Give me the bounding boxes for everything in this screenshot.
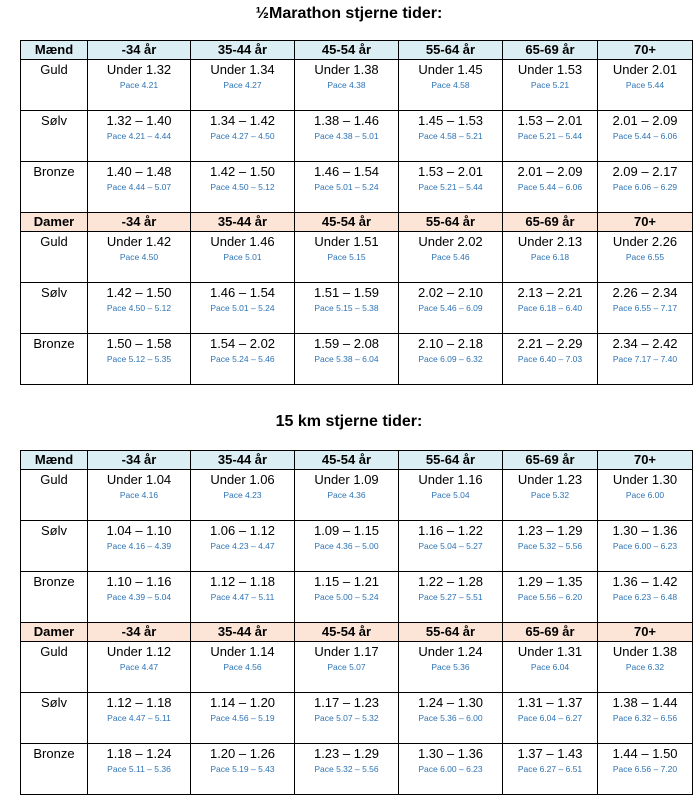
time-value: Under 1.14 xyxy=(210,644,275,659)
pace-value: Pace 5.01 – 5.24 xyxy=(210,303,275,313)
time-cell xyxy=(503,111,598,162)
time-value: Under 1.30 xyxy=(612,472,678,487)
age-group-header: 55-64 år xyxy=(399,623,503,642)
age-group-header: 55-64 år xyxy=(399,213,503,232)
time-cell xyxy=(88,693,191,744)
time-value: 1.42 – 1.50 xyxy=(209,164,276,179)
medal-label: Guld xyxy=(21,470,88,521)
time-cell xyxy=(503,642,598,693)
pace-value: Pace 5.15 – 5.38 xyxy=(314,303,379,313)
time-cell xyxy=(399,232,503,283)
medal-label: Sølv xyxy=(21,521,88,572)
pace-value: Pace 5.27 – 5.51 xyxy=(418,592,483,602)
age-group-header: -34 år xyxy=(88,213,191,232)
time-cell xyxy=(191,572,295,623)
table-row xyxy=(21,162,693,213)
time-cell xyxy=(191,111,295,162)
time-cell xyxy=(598,470,693,521)
age-group-header: -34 år xyxy=(88,41,191,60)
time-value: 1.31 – 1.37 xyxy=(517,695,583,710)
time-cell xyxy=(88,60,191,111)
table-row xyxy=(21,744,693,795)
pace-value: Pace 4.47 – 5.11 xyxy=(107,713,171,723)
medal-label: Sølv xyxy=(21,693,88,744)
fifteen-km-title: 15 km stjerne tider: xyxy=(275,413,423,430)
age-group-header: 45-54 år xyxy=(295,213,399,232)
time-value: 1.38 – 1.44 xyxy=(612,695,678,710)
age-group-header: 55-64 år xyxy=(399,41,503,60)
time-cell xyxy=(88,572,191,623)
pace-value: Pace 4.27 – 4.50 xyxy=(210,131,275,141)
pace-value: Pace 5.15 xyxy=(327,252,366,262)
time-value: 1.53 – 2.01 xyxy=(517,113,583,128)
time-value: 1.04 – 1.10 xyxy=(106,523,172,538)
time-cell xyxy=(399,283,503,334)
time-value: 1.22 – 1.28 xyxy=(417,574,484,589)
pace-value: Pace 5.24 – 5.46 xyxy=(210,354,275,364)
pace-value: Pace 6.06 – 6.29 xyxy=(612,182,678,192)
time-value: Under 1.32 xyxy=(106,62,172,77)
table-row xyxy=(21,693,693,744)
time-cell xyxy=(598,162,693,213)
pace-value: Pace 4.38 xyxy=(327,80,366,90)
pace-value: Pace 6.32 xyxy=(625,662,665,672)
time-value: 1.30 – 1.36 xyxy=(417,746,484,761)
time-cell xyxy=(88,283,191,334)
pace-value: Pace 5.11 – 5.36 xyxy=(107,764,171,774)
time-cell xyxy=(399,111,503,162)
pace-value: Pace 5.07 – 5.32 xyxy=(314,713,379,723)
time-cell xyxy=(598,111,693,162)
age-group-header: 65-69 år xyxy=(503,451,598,470)
time-cell xyxy=(399,693,503,744)
time-cell xyxy=(191,744,295,795)
medal-label: Bronze xyxy=(21,572,88,623)
pace-value: Pace 5.21 – 5.44 xyxy=(517,131,583,141)
age-group-header: 65-69 år xyxy=(503,623,598,642)
time-value: 1.40 – 1.48 xyxy=(106,164,172,179)
time-value: Under 1.09 xyxy=(314,472,379,487)
age-group-header: 70+ xyxy=(598,623,693,642)
time-cell xyxy=(191,642,295,693)
time-value: 1.51 – 1.59 xyxy=(313,285,380,300)
time-cell xyxy=(399,162,503,213)
medal-label: Bronze xyxy=(21,334,88,385)
time-value: Under 1.12 xyxy=(106,644,172,659)
time-cell xyxy=(88,470,191,521)
time-value: Under 1.38 xyxy=(314,62,379,77)
time-value: 2.01 – 2.09 xyxy=(517,164,583,179)
time-cell xyxy=(399,334,503,385)
time-cell xyxy=(399,521,503,572)
medal-label: Bronze xyxy=(21,744,88,795)
time-value: Under 1.38 xyxy=(612,644,678,659)
time-cell xyxy=(598,693,693,744)
women-group-label: Damer xyxy=(21,623,88,642)
time-cell xyxy=(88,111,191,162)
men-header-row xyxy=(21,451,693,470)
time-cell xyxy=(295,521,399,572)
table-row xyxy=(21,283,693,334)
medal-label: Guld xyxy=(21,232,88,283)
women-header-row xyxy=(21,213,693,232)
table-row xyxy=(21,470,693,521)
time-value: Under 1.24 xyxy=(418,644,483,659)
pace-value: Pace 4.47 – 5.11 xyxy=(210,592,275,602)
time-cell xyxy=(191,693,295,744)
time-cell xyxy=(503,521,598,572)
time-value: 2.34 – 2.42 xyxy=(612,336,678,351)
table-row xyxy=(21,521,693,572)
time-value: Under 1.46 xyxy=(210,234,275,249)
time-value: 1.10 – 1.16 xyxy=(106,574,172,589)
age-group-header: 55-64 år xyxy=(399,451,503,470)
men-group-label: Mænd xyxy=(21,451,88,470)
pace-value: Pace 6.18 – 6.40 xyxy=(517,303,583,313)
pace-value: Pace 5.56 – 6.20 xyxy=(517,592,583,602)
pace-value: Pace 6.55 xyxy=(625,252,665,262)
pace-value: Pace 5.21 – 5.44 xyxy=(418,182,483,192)
pace-value: Pace 6.27 – 6.51 xyxy=(517,764,583,774)
women-group-label: Damer xyxy=(21,213,88,232)
pace-value: Pace 6.00 xyxy=(625,490,665,500)
time-cell xyxy=(503,232,598,283)
time-value: 2.13 – 2.21 xyxy=(517,285,583,300)
time-value: 1.17 – 1.23 xyxy=(313,695,380,710)
time-cell xyxy=(503,572,598,623)
pace-value: Pace 5.46 xyxy=(431,252,470,262)
pace-value: Pace 4.44 – 5.07 xyxy=(106,182,172,192)
pace-value: Pace 6.04 xyxy=(530,662,570,672)
age-group-header: 70+ xyxy=(598,41,693,60)
time-cell xyxy=(399,470,503,521)
pace-value: Pace 4.21 – 4.44 xyxy=(106,131,172,141)
pace-value: Pace 4.36 xyxy=(327,490,366,500)
pace-value: Pace 5.44 – 6.06 xyxy=(517,182,583,192)
pace-value: Pace 4.23 xyxy=(223,490,262,500)
half-marathon-table xyxy=(20,40,693,385)
women-header-row xyxy=(21,623,693,642)
time-cell xyxy=(598,642,693,693)
time-value: 2.10 – 2.18 xyxy=(417,336,484,351)
time-cell xyxy=(295,232,399,283)
pace-value: Pace 5.46 – 6.09 xyxy=(418,303,483,313)
pace-value: Pace 4.16 xyxy=(119,490,159,500)
time-value: 1.46 – 1.54 xyxy=(209,285,276,300)
pace-value: Pace 6.00 – 6.23 xyxy=(612,541,678,551)
time-value: Under 2.02 xyxy=(418,234,483,249)
time-value: Under 1.16 xyxy=(418,472,483,487)
time-value: Under 1.53 xyxy=(517,62,583,77)
pace-value: Pace 5.00 – 5.24 xyxy=(314,592,379,602)
time-value: 1.50 – 1.58 xyxy=(106,336,172,351)
time-value: 1.16 – 1.22 xyxy=(417,523,484,538)
pace-value: Pace 5.44 – 6.06 xyxy=(612,131,678,141)
pace-value: Pace 4.56 xyxy=(223,662,262,672)
pace-value: Pace 5.04 xyxy=(431,490,470,500)
time-cell xyxy=(598,60,693,111)
time-cell xyxy=(399,744,503,795)
time-value: 1.18 – 1.24 xyxy=(106,746,172,761)
age-group-header: 35-44 år xyxy=(191,41,295,60)
time-value: 1.36 – 1.42 xyxy=(612,574,678,589)
time-cell xyxy=(295,283,399,334)
time-cell xyxy=(503,470,598,521)
time-cell xyxy=(503,162,598,213)
pace-value: Pace 5.19 – 5.43 xyxy=(210,764,275,774)
time-value: Under 1.06 xyxy=(210,472,275,487)
table-row xyxy=(21,572,693,623)
pace-value: Pace 5.04 – 5.27 xyxy=(418,541,483,551)
age-group-header: 65-69 år xyxy=(503,213,598,232)
age-group-header: 70+ xyxy=(598,213,693,232)
time-value: 1.12 – 1.18 xyxy=(209,574,276,589)
time-cell xyxy=(295,111,399,162)
pace-value: Pace 5.44 xyxy=(625,80,665,90)
table-row xyxy=(21,111,693,162)
time-cell xyxy=(503,283,598,334)
time-value: 1.32 – 1.40 xyxy=(106,113,172,128)
pace-value: Pace 5.36 xyxy=(431,662,470,672)
time-cell xyxy=(295,162,399,213)
age-group-header: 45-54 år xyxy=(295,41,399,60)
time-cell xyxy=(88,232,191,283)
pace-value: Pace 4.16 – 4.39 xyxy=(106,541,172,551)
pace-value: Pace 4.36 – 5.00 xyxy=(314,541,379,551)
time-value: 1.53 – 2.01 xyxy=(417,164,484,179)
time-cell xyxy=(295,470,399,521)
time-cell xyxy=(88,521,191,572)
pace-value: Pace 6.55 – 7.17 xyxy=(612,303,678,313)
time-cell xyxy=(295,693,399,744)
time-value: 2.09 – 2.17 xyxy=(612,164,678,179)
pace-value: Pace 6.18 xyxy=(530,252,570,262)
men-group-label: Mænd xyxy=(21,41,88,60)
time-value: Under 1.42 xyxy=(106,234,172,249)
time-value: 1.24 – 1.30 xyxy=(417,695,484,710)
men-header-row xyxy=(21,41,693,60)
pace-value: Pace 5.12 – 5.35 xyxy=(106,354,172,364)
pace-value: Pace 6.00 – 6.23 xyxy=(418,764,483,774)
time-value: 1.59 – 2.08 xyxy=(313,336,380,351)
time-cell xyxy=(191,232,295,283)
time-value: 1.29 – 1.35 xyxy=(517,574,583,589)
pace-value: Pace 4.27 xyxy=(223,80,262,90)
time-cell xyxy=(295,572,399,623)
table-row xyxy=(21,642,693,693)
time-cell xyxy=(503,744,598,795)
time-value: Under 2.01 xyxy=(612,62,678,77)
pace-value: Pace 4.56 – 5.19 xyxy=(210,713,275,723)
time-value: 1.38 – 1.46 xyxy=(313,113,380,128)
time-value: Under 1.17 xyxy=(314,644,379,659)
time-cell xyxy=(598,572,693,623)
time-cell xyxy=(88,334,191,385)
age-group-header: 45-54 år xyxy=(295,451,399,470)
medal-label: Guld xyxy=(21,60,88,111)
pace-value: Pace 4.58 – 5.21 xyxy=(418,131,483,141)
medal-label: Bronze xyxy=(21,162,88,213)
medal-label: Guld xyxy=(21,642,88,693)
time-cell xyxy=(399,642,503,693)
time-value: 1.14 – 1.20 xyxy=(209,695,276,710)
time-cell xyxy=(191,60,295,111)
pace-value: Pace 4.21 xyxy=(119,80,159,90)
pace-value: Pace 4.38 – 5.01 xyxy=(314,131,379,141)
pace-value: Pace 4.50 xyxy=(119,252,159,262)
time-value: 1.20 – 1.26 xyxy=(209,746,276,761)
time-cell xyxy=(598,334,693,385)
time-cell xyxy=(598,283,693,334)
age-group-header: 35-44 år xyxy=(191,623,295,642)
time-cell xyxy=(295,334,399,385)
time-value: 1.37 – 1.43 xyxy=(517,746,583,761)
time-cell xyxy=(503,693,598,744)
time-value: 1.44 – 1.50 xyxy=(612,746,678,761)
time-value: 1.45 – 1.53 xyxy=(417,113,484,128)
pace-value: Pace 6.23 – 6.48 xyxy=(612,592,678,602)
time-value: 1.30 – 1.36 xyxy=(612,523,678,538)
time-value: 1.06 – 1.12 xyxy=(209,523,276,538)
pace-value: Pace 4.23 – 4.47 xyxy=(210,541,275,551)
pace-value: Pace 5.01 xyxy=(223,252,262,262)
time-cell xyxy=(191,283,295,334)
pace-value: Pace 5.36 – 6.00 xyxy=(418,713,483,723)
time-value: Under 1.51 xyxy=(314,234,379,249)
time-value: 1.34 – 1.42 xyxy=(209,113,276,128)
pace-value: Pace 4.39 – 5.04 xyxy=(106,592,172,602)
table-row xyxy=(21,232,693,283)
time-value: 1.54 – 2.02 xyxy=(209,336,276,351)
time-value: 1.09 – 1.15 xyxy=(313,523,380,538)
pace-value: Pace 6.09 – 6.32 xyxy=(418,354,483,364)
time-value: 2.26 – 2.34 xyxy=(612,285,678,300)
time-cell xyxy=(88,162,191,213)
age-group-header: 35-44 år xyxy=(191,213,295,232)
table-row xyxy=(21,60,693,111)
pace-value: Pace 7.17 – 7.40 xyxy=(612,354,678,364)
pace-value: Pace 5.32 xyxy=(530,490,570,500)
half-marathon-title: ½Marathon stjerne tider: xyxy=(255,5,443,22)
time-cell xyxy=(503,334,598,385)
time-value: 1.46 – 1.54 xyxy=(313,164,380,179)
time-cell xyxy=(191,470,295,521)
time-cell xyxy=(598,744,693,795)
time-cell xyxy=(191,521,295,572)
time-value: Under 1.04 xyxy=(106,472,172,487)
time-value: 1.12 – 1.18 xyxy=(106,695,172,710)
pace-value: Pace 4.58 xyxy=(431,80,470,90)
pace-value: Pace 5.32 – 5.56 xyxy=(517,541,583,551)
table-row xyxy=(21,334,693,385)
pace-value: Pace 6.32 – 6.56 xyxy=(612,713,678,723)
fifteen-km-table xyxy=(20,450,693,795)
pace-value: Pace 6.56 – 7.20 xyxy=(612,764,678,774)
time-cell xyxy=(503,60,598,111)
time-cell xyxy=(399,60,503,111)
time-cell xyxy=(295,642,399,693)
pace-value: Pace 5.38 – 6.04 xyxy=(314,354,379,364)
time-value: Under 1.31 xyxy=(517,644,583,659)
pace-value: Pace 4.50 – 5.12 xyxy=(210,182,275,192)
pace-value: Pace 5.01 – 5.24 xyxy=(314,182,379,192)
time-cell xyxy=(88,744,191,795)
age-group-header: 35-44 år xyxy=(191,451,295,470)
time-value: 2.21 – 2.29 xyxy=(517,336,583,351)
time-cell xyxy=(191,334,295,385)
time-value: Under 1.45 xyxy=(418,62,483,77)
time-cell xyxy=(295,744,399,795)
time-cell xyxy=(598,232,693,283)
pace-value: Pace 5.21 xyxy=(530,80,570,90)
age-group-header: 65-69 år xyxy=(503,41,598,60)
time-cell xyxy=(191,162,295,213)
age-group-header: 45-54 år xyxy=(295,623,399,642)
medal-label: Sølv xyxy=(21,283,88,334)
time-cell xyxy=(399,572,503,623)
time-value: Under 1.23 xyxy=(517,472,583,487)
time-value: Under 2.26 xyxy=(612,234,678,249)
pace-value: Pace 5.32 – 5.56 xyxy=(314,764,379,774)
age-group-header: -34 år xyxy=(88,623,191,642)
time-cell xyxy=(598,521,693,572)
time-value: 1.23 – 1.29 xyxy=(517,523,583,538)
time-value: Under 2.13 xyxy=(517,234,583,249)
time-cell xyxy=(88,642,191,693)
time-value: 2.01 – 2.09 xyxy=(612,113,678,128)
time-value: 1.23 – 1.29 xyxy=(313,746,380,761)
time-cell xyxy=(295,60,399,111)
pace-value: Pace 4.50 – 5.12 xyxy=(106,303,172,313)
pace-value: Pace 6.40 – 7.03 xyxy=(517,354,583,364)
time-value: 1.15 – 1.21 xyxy=(313,574,380,589)
time-value: 2.02 – 2.10 xyxy=(417,285,484,300)
time-value: Under 1.34 xyxy=(210,62,275,77)
pace-value: Pace 5.07 xyxy=(327,662,366,672)
age-group-header: 70+ xyxy=(598,451,693,470)
pace-value: Pace 4.47 xyxy=(119,662,159,672)
pace-value: Pace 6.04 – 6.27 xyxy=(517,713,583,723)
age-group-header: -34 år xyxy=(88,451,191,470)
time-value: 1.42 – 1.50 xyxy=(106,285,172,300)
medal-label: Sølv xyxy=(21,111,88,162)
